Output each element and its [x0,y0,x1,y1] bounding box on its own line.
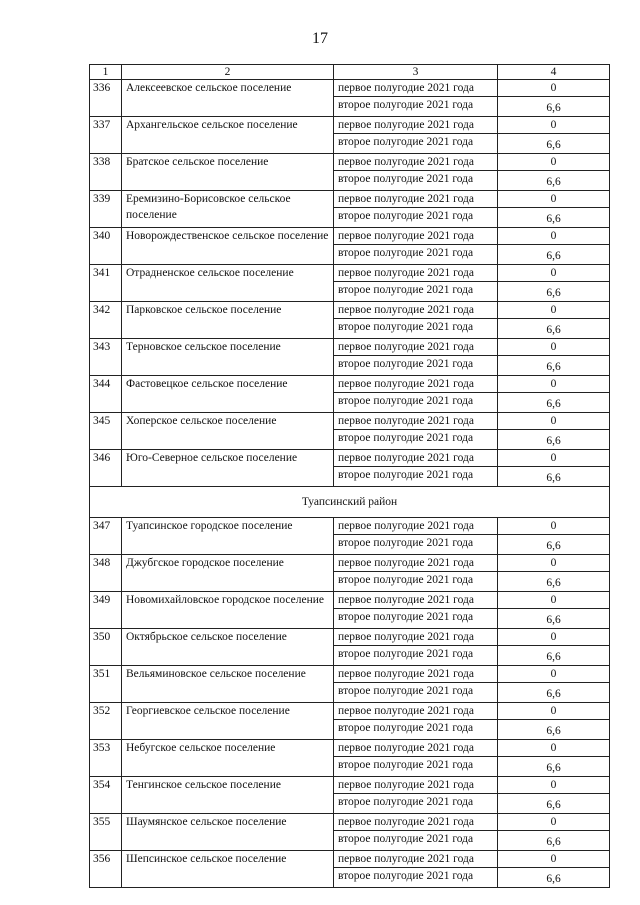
value-cell: 0 [498,154,610,171]
row-number: 344 [90,376,122,413]
value-cell: 0 [498,191,610,208]
row-number: 351 [90,666,122,703]
table-row [90,777,610,794]
period-cell: второе полугодие 2021 года [334,683,498,703]
period-cell: второе полугодие 2021 года [334,245,498,265]
table-row [90,154,610,171]
period-cell: второе полугодие 2021 года [334,757,498,777]
period-cell: второе полугодие 2021 года [334,467,498,487]
settlement-name: Братское сельское поселение [122,154,334,191]
value-cell: 6,6 [498,572,610,592]
column-header: 2 [122,65,334,80]
value-cell: 0 [498,339,610,356]
period-cell: первое полугодие 2021 года [334,191,498,208]
value-cell: 6,6 [498,97,610,117]
value-cell: 0 [498,302,610,319]
value-cell: 0 [498,413,610,430]
column-header: 3 [334,65,498,80]
period-cell: первое полугодие 2021 года [334,228,498,245]
period-cell: первое полугодие 2021 года [334,154,498,171]
settlement-name: Парковское сельское поселение [122,302,334,339]
table-row [90,666,610,683]
row-number: 338 [90,154,122,191]
value-cell: 6,6 [498,720,610,740]
settlements-table [89,64,610,888]
period-cell: первое полугодие 2021 года [334,851,498,868]
settlement-name: Фастовецкое сельское поселение [122,376,334,413]
settlement-name: Отрадненское сельское поселение [122,265,334,302]
value-cell: 6,6 [498,535,610,555]
period-cell: второе полугодие 2021 года [334,794,498,814]
value-cell: 0 [498,703,610,720]
settlement-name: Шаумянское сельское поселение [122,814,334,851]
table-row [90,228,610,245]
period-cell: второе полугодие 2021 года [334,319,498,339]
value-cell: 0 [498,666,610,683]
table-row [90,413,610,430]
period-cell: второе полугодие 2021 года [334,720,498,740]
period-cell: первое полугодие 2021 года [334,413,498,430]
row-number: 356 [90,851,122,888]
row-number: 354 [90,777,122,814]
settlement-name: Еремизино-Борисовское сельское поселение [122,191,334,228]
period-cell: второе полугодие 2021 года [334,171,498,191]
value-cell: 6,6 [498,356,610,376]
value-cell: 6,6 [498,430,610,450]
value-cell: 6,6 [498,208,610,228]
table-row [90,851,610,868]
table-row [90,555,610,572]
settlement-name: Хоперское сельское поселение [122,413,334,450]
period-cell: первое полугодие 2021 года [334,777,498,794]
table-row [90,117,610,134]
settlement-name: Туапсинское городское поселение [122,518,334,555]
period-cell: второе полугодие 2021 года [334,609,498,629]
table-row [90,339,610,356]
settlement-name: Новомихайловское городское поселение [122,592,334,629]
table-row [90,191,610,208]
table-row [90,629,610,646]
value-cell: 6,6 [498,609,610,629]
table-row [90,518,610,535]
district-row [90,487,610,518]
settlement-name: Алексеевское сельское поселение [122,80,334,117]
settlement-name: Вельяминовское сельское поселение [122,666,334,703]
value-cell: 6,6 [498,646,610,666]
row-number: 346 [90,450,122,487]
value-cell: 0 [498,851,610,868]
settlement-name: Новорождественское сельское поселение [122,228,334,265]
table-row [90,302,610,319]
value-cell: 6,6 [498,245,610,265]
period-cell: первое полугодие 2021 года [334,518,498,535]
row-number: 347 [90,518,122,555]
period-cell: второе полугодие 2021 года [334,134,498,154]
district-name: Туапсинский район [90,487,610,518]
row-number: 340 [90,228,122,265]
row-number: 353 [90,740,122,777]
period-cell: первое полугодие 2021 года [334,814,498,831]
settlement-name: Джубгское городское поселение [122,555,334,592]
settlement-name: Небугское сельское поселение [122,740,334,777]
value-cell: 6,6 [498,319,610,339]
value-cell: 0 [498,814,610,831]
value-cell: 0 [498,117,610,134]
settlement-name: Тенгинское сельское поселение [122,777,334,814]
page-number: 17 [312,30,328,47]
period-cell: второе полугодие 2021 года [334,831,498,851]
period-cell: первое полугодие 2021 года [334,265,498,282]
period-cell: первое полугодие 2021 года [334,302,498,319]
table-row [90,376,610,393]
table-row [90,265,610,282]
period-cell: первое полугодие 2021 года [334,666,498,683]
value-cell: 0 [498,228,610,245]
value-cell: 0 [498,450,610,467]
row-number: 343 [90,339,122,376]
row-number: 348 [90,555,122,592]
period-cell: первое полугодие 2021 года [334,740,498,757]
period-cell: второе полугодие 2021 года [334,646,498,666]
value-cell: 0 [498,265,610,282]
settlement-name: Октябрьское сельское поселение [122,629,334,666]
period-cell: первое полугодие 2021 года [334,592,498,609]
value-cell: 6,6 [498,393,610,413]
row-number: 355 [90,814,122,851]
value-cell: 6,6 [498,868,610,888]
value-cell: 0 [498,629,610,646]
column-header: 4 [498,65,610,80]
table-row [90,592,610,609]
value-cell: 6,6 [498,282,610,302]
table-row [90,740,610,757]
value-cell: 6,6 [498,467,610,487]
value-cell: 0 [498,777,610,794]
column-header: 1 [90,65,122,80]
period-cell: второе полугодие 2021 года [334,356,498,376]
row-number: 336 [90,80,122,117]
period-cell: второе полугодие 2021 года [334,572,498,592]
value-cell: 6,6 [498,683,610,703]
period-cell: первое полугодие 2021 года [334,80,498,97]
period-cell: первое полугодие 2021 года [334,629,498,646]
period-cell: второе полугодие 2021 года [334,430,498,450]
period-cell: первое полугодие 2021 года [334,555,498,572]
value-cell: 6,6 [498,831,610,851]
table-header-row [90,65,610,80]
value-cell: 6,6 [498,171,610,191]
period-cell: второе полугодие 2021 года [334,97,498,117]
row-number: 342 [90,302,122,339]
row-number: 352 [90,703,122,740]
period-cell: первое полугодие 2021 года [334,339,498,356]
period-cell: второе полугодие 2021 года [334,393,498,413]
table-row [90,703,610,720]
row-number: 350 [90,629,122,666]
period-cell: первое полугодие 2021 года [334,117,498,134]
row-number: 345 [90,413,122,450]
row-number: 341 [90,265,122,302]
settlement-name: Георгиевское сельское поселение [122,703,334,740]
period-cell: второе полугодие 2021 года [334,868,498,888]
value-cell: 6,6 [498,134,610,154]
row-number: 337 [90,117,122,154]
value-cell: 6,6 [498,794,610,814]
settlement-name: Шепсинское сельское поселение [122,851,334,888]
value-cell: 0 [498,80,610,97]
value-cell: 0 [498,740,610,757]
value-cell: 0 [498,592,610,609]
settlement-name: Архангельское сельское поселение [122,117,334,154]
value-cell: 0 [498,376,610,393]
value-cell: 0 [498,555,610,572]
value-cell: 6,6 [498,757,610,777]
period-cell: первое полугодие 2021 года [334,450,498,467]
table-row [90,80,610,97]
row-number: 349 [90,592,122,629]
settlement-name: Юго-Северное сельское поселение [122,450,334,487]
period-cell: второе полугодие 2021 года [334,282,498,302]
period-cell: первое полугодие 2021 года [334,376,498,393]
period-cell: второе полугодие 2021 года [334,535,498,555]
settlement-name: Терновское сельское поселение [122,339,334,376]
table-row [90,450,610,467]
row-number: 339 [90,191,122,228]
period-cell: первое полугодие 2021 года [334,703,498,720]
period-cell: второе полугодие 2021 года [334,208,498,228]
table-row [90,814,610,831]
value-cell: 0 [498,518,610,535]
